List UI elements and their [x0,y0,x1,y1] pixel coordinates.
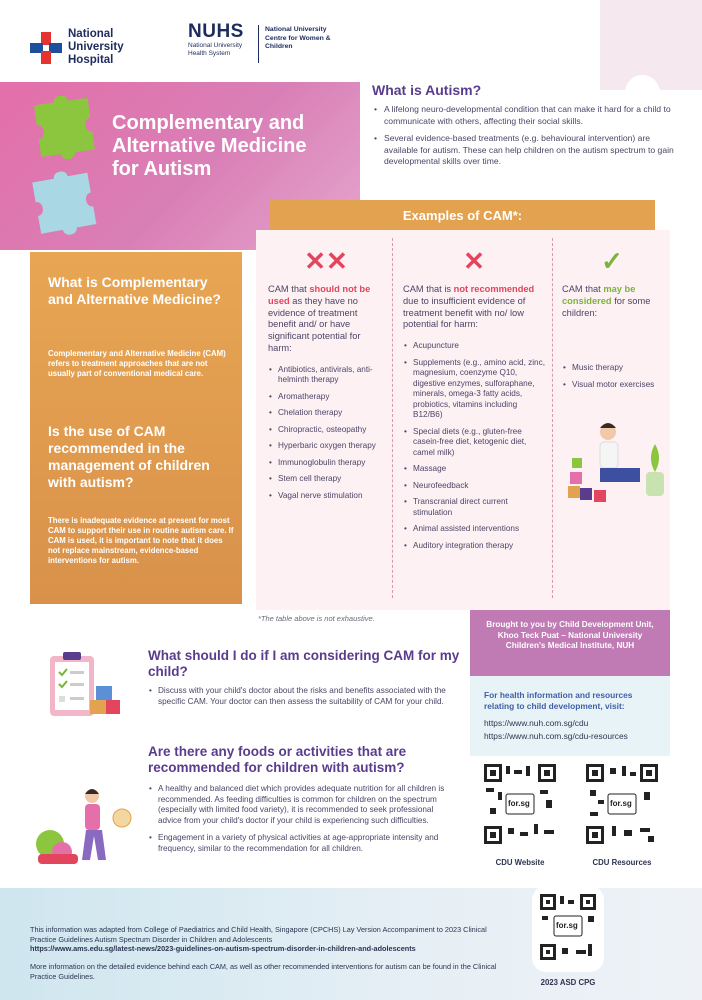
autism-points [372,104,677,174]
footer-url[interactable]: https://www.ams.edu.sg/latest-news/2023-guidelines-on-autism-spectrum-disorder-in-children-and-adolescents [30,944,416,953]
list-item: • Music therapy [562,363,662,374]
list-item: • Immunoglobulin therapy [268,458,384,469]
qr-badge: for.sg [556,921,578,930]
qr-code-cdu-website[interactable] [474,756,566,852]
list-item: • Auditory integration therapy [403,541,545,552]
list-item: • A lifelong neuro-developmental condition that can make it hard for a child to communicate with others, affecting their social skills. [372,104,677,127]
list-item: • Discuss with your child's doctor about the risks and benefits associated with the specific CAM. Your doctor can then assess the suitability of CAM for your child. [148,686,448,707]
list-item: • Stem cell therapy [268,474,384,485]
brought-by-banner: Brought to you by Child Development Unit, Khoo Teck Puat – National University Children's Medical Institute, NUH [470,610,670,676]
nuhs-logo-subtitle: National University Health System [188,42,243,57]
child-healthy-food-illustration [30,782,136,868]
list-item: • Chelation therapy [268,408,384,419]
qr-badge: for.sg [610,799,632,808]
cam-recommended-heading: Is the use of CAM recommended in the management of children with autism? [48,423,210,490]
centre-logo-text: National University Centre for Women & Children [265,26,331,50]
list-item: • Massage [403,464,545,475]
list-item: • Acupuncture [403,341,545,352]
cdu-link[interactable]: https://www.nuh.com.sg/cdu [484,718,589,728]
list-item: • Several evidence-based treatments (e.g. behavioural intervention) are available for autism. These can help children on the autism spectrum to gain developmental skills over time. [372,133,677,168]
q2-heading: Are there any foods or activities that are recommended for children with autism? [148,744,407,775]
list-item: • Supplements (e.g., amino acid, zinc, magnesium, coenzyme Q10, digestive enzymes, sulforaphane, minerals, omega-3 fatty acids, probiotics, vitamins including B12/B6) [403,358,545,421]
qr-label-cdu-website: CDU Website [495,858,545,867]
list-item: • Engagement in a variety of physical activities at age-appropriate intensity and frequency, similar to the recommendation for all children. [148,833,448,854]
nuh-logo-text: National University Hospital [68,28,124,66]
nuh-cross-icon [30,32,62,64]
puzzle-pieces-icon [20,92,100,242]
cam-list [562,363,662,390]
cam-recommended-text: There is inadequate evidence at present for most CAM to support their use in routine autism care. If CAM is used, it is important to note that it does not replace mainstream, evidence-based interventions for autism. [48,516,234,565]
cdu-resources-link[interactable]: https://www.nuh.com.sg/cdu-resources [484,731,628,741]
resources-heading: For health information and resources relating to child development, visit: [484,690,633,711]
list-item: • Visual motor exercises [562,380,662,391]
cam-column-not-recommended [403,246,545,557]
list-item: • Antibiotics, antivirals, anti-helminth therapy [268,365,384,386]
cam-column-should-not [268,246,384,507]
check-icon: ✓ [601,246,623,276]
cam-list [403,341,545,551]
list-item: • Transcranial direct current stimulation [403,497,545,518]
list-item: • Hyperbaric oxygen therapy [268,441,384,452]
what-is-cam-text: Complementary and Alternative Medicine (CAM) refers to treatment approaches that are not usually part of conventional medical care. [48,349,226,378]
column-divider [392,238,393,598]
q2-points [148,784,448,861]
qr-label-cdu-resources: CDU Resources [592,858,652,867]
list-item: • Chiropractic, osteopathy [268,425,384,436]
logo-divider [258,25,259,63]
column-heading: CAM that should not be used as they have no evidence of treatment benefit and/ or have significant potential for harm: [268,284,371,353]
page-title: Complementary and Alternative Medicine for Autism [112,112,307,180]
child-playing-blocks-illustration [566,418,670,508]
list-item: • Aromatherapy [268,392,384,403]
footer-source [30,925,500,954]
footer-more-info: More information on the detailed evidence behind each CAM, as well as other recommended interventions for autism can be found in the Clinical Practice Guidelines. [30,962,497,981]
column-heading: CAM that is not recommended due to insufficient evidence of treatment benefit with no/ low potential for harm: [403,284,535,330]
list-item: • A healthy and balanced diet which provides adequate nutrition for all children is recommended. As feeding difficulties is common for children on the spectrum (especially with limited food variety), it is recommended to seek professional advice from your child's doctor if your child is experiencing such difficulties. [148,784,448,826]
q1-points [148,686,448,714]
footer-source-text: This information was adapted from College of Paediatrics and Child Health, Singapore (CPCHS) Lay Version Accompaniment to 2023 Clinical Practice Guidelines Autism Spectrum Disorder in Children and Adolescents [30,925,487,944]
qr-code-asd-cpg[interactable] [532,886,604,972]
what-is-cam-heading: What is Complementary and Alternative Medicine? [48,274,221,307]
q1-heading: What should I do if I am considering CAM for my child? [148,648,460,679]
cross-icon: ✕ [463,246,485,276]
column-divider [552,238,553,598]
list-item: • Vagal nerve stimulation [268,491,384,502]
cam-examples-header: Examples of CAM*: [270,200,655,230]
list-item: • Neurofeedback [403,481,545,492]
nuhs-logo [188,22,337,63]
table-footnote: *The table above is not exhaustive. [258,614,375,623]
double-cross-icon: ✕✕ [304,246,348,276]
clipboard-checklist-illustration [46,650,122,724]
autism-heading: What is Autism? [372,82,482,98]
qr-badge: for.sg [508,799,530,808]
column-heading: CAM that may be considered for some children: [562,284,651,318]
cam-column-may-be-considered [562,246,662,396]
nuhs-logo-title: NUHS [188,21,244,42]
resources-box [470,676,670,756]
list-item: • Animal assisted interventions [403,524,545,535]
puzzle-background-decoration [560,0,702,90]
nuh-logo [30,28,158,67]
qr-code-cdu-resources[interactable] [576,756,668,852]
qr-label-asd-cpg: 2023 ASD CPG [540,978,596,987]
cam-list [268,365,384,502]
list-item: • Special diets (e.g., gluten-free casein-free diet, ketogenic diet, camel milk) [403,427,545,459]
